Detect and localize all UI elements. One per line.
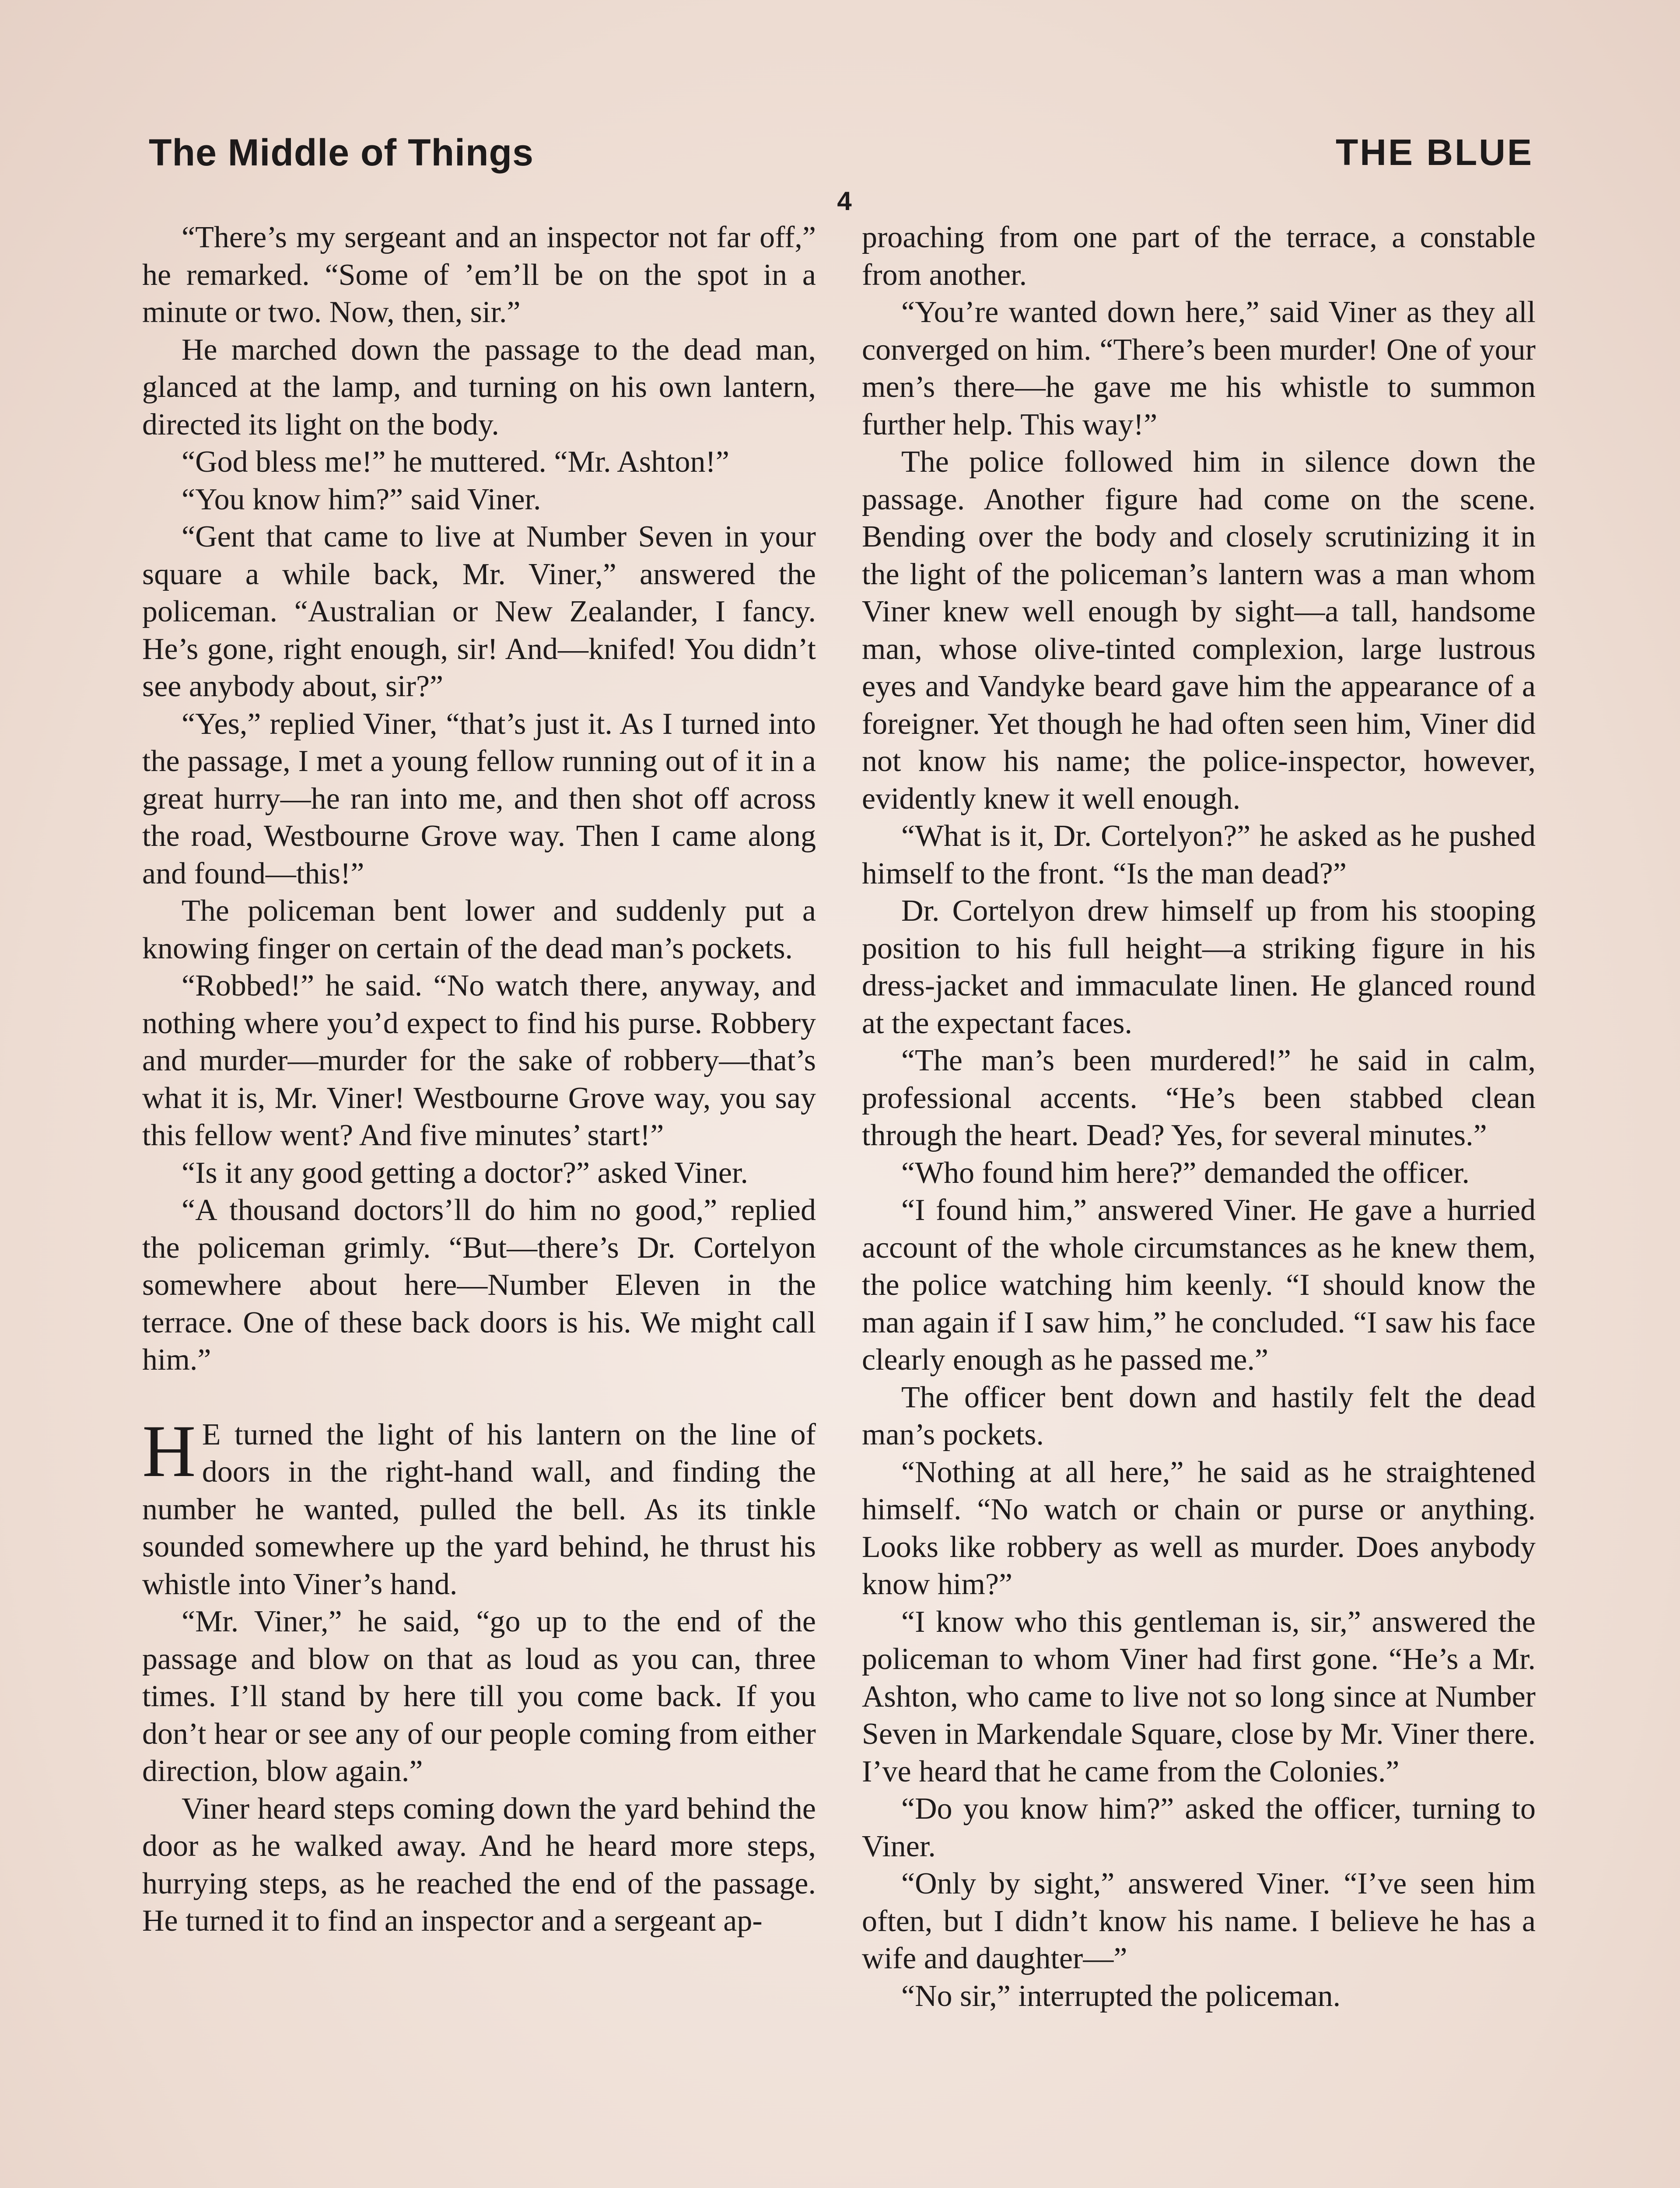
paragraph: “A thousand doctors’ll do him no good,” replied the policeman grimly. “But—there’s Dr. Cortelyon somewhere about here—Number Eleven in the terrace. One of these back doors is his. We might call him.”	[142, 1193, 816, 1377]
page-number: 4	[837, 186, 852, 216]
paragraph: He marched down the passage to the dead man, glanced at the lamp, and turning on his own lantern, directed its light on the body.	[142, 333, 816, 442]
paragraph: “I found him,” answered Viner. He gave a hurried account of the whole circumstances as he knew them, the police watching him keenly. “I should know the man again if I saw him,” he concluded. “I saw his face clearly enough as he passed me.”	[862, 1193, 1536, 1377]
paragraph: Viner heard steps coming down the yard behind the door as he walked away. And he heard more steps, hurrying steps, as he reached the end of the passage. He turned it to find an inspector and a sergeant ap-	[142, 1792, 816, 1938]
paragraph: “Nothing at all here,” he said as he straightened himself. “No watch or chain or purse or anything. Looks like robbery as well as murder. Does anybody know him?”	[862, 1455, 1536, 1601]
right-column	[862, 219, 1536, 2188]
section-first-text: E turned the light of his lantern on the line of doors in the right-hand wall, and finding the number he wanted, pulled the bell. As its tinkle sounded somewhere up the yard behind, he thrust his whistle into Viner’s hand.	[142, 1417, 816, 1601]
paragraph: “The man’s been murdered!” he said in calm, professional accents. “He’s been stabbed clean through the heart. Dead? Yes, for several minutes.”	[862, 1044, 1536, 1152]
magazine-title: THE BLUE	[1336, 132, 1533, 173]
paragraph: “Who found him here?” demanded the officer.	[901, 1156, 1470, 1190]
paragraph: “Gent that came to live at Number Seven in your square a while back, Mr. Viner,” answered the policeman. “Australian or New Zealander, I fancy. He’s gone, right enough, sir! And—knifed! You didn’t see anybody about, sir?”	[142, 520, 816, 703]
paragraph: “Yes,” replied Viner, “that’s just it. As I turned into the passage, I met a young fellow running out of it in a great hurry—he ran into me, and then shot off across the road, Westbourne Grove way. Then I came along and found—this!”	[142, 707, 816, 891]
section-first-paragraph	[142, 1410, 816, 1603]
paragraph: “I know who this gentleman is, sir,” answered the policeman to whom Viner had first gone. “He’s a Mr. Ashton, who came to live not so long since at Number Seven in Markendale Square, close by Mr. Viner there. I’ve heard that he came from the Colonies.”	[862, 1605, 1536, 1788]
paragraph: The policeman bent lower and suddenly put a knowing finger on certain of the dead man’s pockets.	[142, 894, 816, 965]
paragraph: “Only by sight,” answered Viner. “I’ve seen him often, but I didn’t know his name. I believe he has a wife and daughter—”	[862, 1867, 1536, 1975]
paragraph: “What is it, Dr. Cortelyon?” he asked as he pushed himself to the front. “Is the man dead?”	[862, 819, 1536, 891]
paragraph: “Mr. Viner,” he said, “go up to the end of the passage and blow on that as loud as you can, three times. I’ll stand by here till you come back. If you don’t hear or see any of our people coming from either direction, blow again.”	[142, 1605, 816, 1788]
paragraph: Dr. Cortelyon drew himself up from his stooping position to his full height—a striking figure in his dress-jacket and immaculate linen. He glanced round at the expectant faces.	[862, 894, 1536, 1040]
paragraph: “No sir,” interrupted the policeman.	[901, 1979, 1341, 2013]
paragraph: “Is it any good getting a doctor?” asked Viner.	[182, 1156, 748, 1190]
paragraph: “Do you know him?” asked the officer, turning to Viner.	[862, 1792, 1536, 1863]
paragraph: “Robbed!” he said. “No watch there, anyway, and nothing where you’d expect to find his purse. Robbery and murder—murder for the sake of robbery—that’s what it is, Mr. Viner! Westbourne Grove way, you say this fellow went? And five minutes’ start!”	[142, 969, 816, 1152]
paragraph: “You’re wanted down here,” said Viner as they all converged on him. “There’s been murder! One of your men’s there—he gave me his whistle to summon further help. This way!”	[862, 295, 1536, 442]
paragraph: The police followed him in silence down the passage. Another figure had come on the scene. Bending over the body and closely scrutinizing it in the light of the policeman’s lantern was a man whom Viner knew well enough by sight—a tall, handsome man, whose olive-tinted complexion, large lustrous eyes and Vandyke beard gave him the appearance of a foreigner. Yet though he had often seen him, Viner did not know his name; the police-inspector, however, evidently knew it well enough.	[862, 445, 1536, 816]
paragraph: “God bless me!” he muttered. “Mr. Ashton!”	[182, 445, 729, 479]
paragraph: “You know him?” said Viner.	[182, 482, 541, 516]
continued-paragraph: proaching from one part of the terrace, a constable from another.	[862, 221, 1536, 292]
left-column	[142, 219, 816, 2188]
paragraph: “There’s my sergeant and an inspector not far off,” he remarked. “Some of ’em’ll be on the spot in a minute or two. Now, then, sir.”	[142, 221, 816, 329]
paragraph: The officer bent down and hastily felt the dead man’s pockets.	[862, 1380, 1536, 1452]
running-title: The Middle of Things	[149, 132, 534, 174]
drop-cap: H	[142, 1410, 196, 1492]
